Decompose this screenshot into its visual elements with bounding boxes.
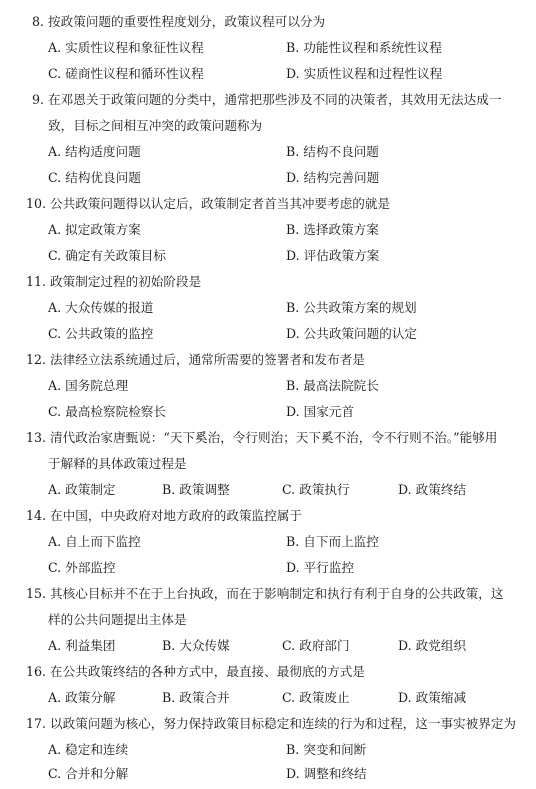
option-b: B. 选择政策方案 <box>286 222 379 237</box>
option-c: C. 政策废止 <box>282 690 350 705</box>
question-14-stem <box>26 508 302 524</box>
question-stem-text: 以政策问题为核心，努力保持政策目标稳定和连续的行为和过程，这一事实被界定为 <box>50 716 517 731</box>
option-d: D. 平行监控 <box>286 560 355 575</box>
question-10-stem <box>26 196 390 212</box>
question-number: 8. <box>32 14 45 29</box>
question-number: 17. <box>26 716 47 731</box>
option-c: C. 磋商性议程和循环性议程 <box>48 66 204 81</box>
option-a: A. 政策制定 <box>48 482 116 497</box>
option-c: C. 最高检察院检察长 <box>48 404 166 419</box>
question-stem-text: 其核心目标并不在于上台执政，而在于影响制定和执行有利于自身的公共政策，这 <box>50 586 504 601</box>
question-13-stem-cont: 于解释的具体政策过程是 <box>48 456 187 471</box>
option-c: C. 结构优良问题 <box>48 170 141 185</box>
option-d: D. 公共政策问题的认定 <box>286 326 418 341</box>
question-11-stem <box>26 274 201 290</box>
question-stem-text: 清代政治家唐甄说：“天下奚治，令行则治；天下奚不治，令不行则不治。”能够用 <box>50 430 498 445</box>
option-a: A. 大众传媒的报道 <box>48 300 154 315</box>
option-b: B. 自下而上监控 <box>286 534 379 549</box>
option-a: A. 实质性议程和象征性议程 <box>48 40 204 55</box>
option-d: D. 政策缩减 <box>398 690 467 705</box>
question-number: 16. <box>26 664 47 679</box>
question-stem-text: 在中国，中央政府对地方政府的政策监控属于 <box>50 508 302 523</box>
option-a: A. 利益集团 <box>48 638 116 653</box>
option-a: A. 结构适度问题 <box>48 144 141 159</box>
question-number: 14. <box>26 508 47 523</box>
option-d: D. 结构完善问题 <box>286 170 380 185</box>
question-stem-text: 公共政策问题得以认定后，政策制定者首当其冲要考虑的就是 <box>50 196 391 211</box>
option-c: C. 政策执行 <box>282 482 350 497</box>
option-d: D. 政党组织 <box>398 638 467 653</box>
question-9-stem-cont: 致，目标之间相互冲突的政策问题称为 <box>48 118 263 133</box>
question-number: 12. <box>26 352 47 367</box>
question-12-stem <box>26 352 365 368</box>
question-8-stem <box>32 14 325 30</box>
option-d: D. 实质性议程和过程性议程 <box>286 66 443 81</box>
question-16-stem <box>26 664 365 680</box>
option-b: B. 公共政策方案的规划 <box>286 300 417 315</box>
option-a: A. 国务院总理 <box>48 378 129 393</box>
option-b: B. 政策调整 <box>162 482 230 497</box>
question-number: 15. <box>26 586 47 601</box>
option-a: A. 稳定和连续 <box>48 742 129 757</box>
question-stem-text: 按政策问题的重要性程度划分，政策议程可以分为 <box>48 14 326 29</box>
option-c: C. 政府部门 <box>282 638 350 653</box>
option-b: B. 大众传媒 <box>162 638 230 653</box>
option-a: A. 政策分解 <box>48 690 116 705</box>
question-stem-text: 法律经立法系统通过后，通常所需要的签署者和发布者是 <box>50 352 365 367</box>
question-number: 9. <box>32 92 45 107</box>
question-number: 13. <box>26 430 47 445</box>
option-b: B. 政策合并 <box>162 690 230 705</box>
question-9-stem <box>32 92 501 108</box>
question-number: 10. <box>26 196 47 211</box>
question-stem-text: 政策制定过程的初始阶段是 <box>50 274 202 289</box>
question-stem-text: 在公共政策终结的各种方式中，最直接、最彻底的方式是 <box>50 664 365 679</box>
question-15-stem-cont: 样的公共问题提出主体是 <box>48 612 187 627</box>
option-d: D. 调整和终结 <box>286 766 367 781</box>
option-b: B. 突变和间断 <box>286 742 367 757</box>
question-13-stem <box>26 430 497 446</box>
option-c: C. 合并和分解 <box>48 766 129 781</box>
option-c: C. 公共政策的监控 <box>48 326 154 341</box>
question-stem-text: 在邓恩关于政策问题的分类中，通常把那些涉及不同的决策者，其效用无法达成一 <box>48 92 502 107</box>
option-c: C. 外部监控 <box>48 560 116 575</box>
option-c: C. 确定有关政策目标 <box>48 248 166 263</box>
option-d: D. 国家元首 <box>286 404 355 419</box>
question-17-stem <box>26 716 516 732</box>
option-b: B. 最高法院院长 <box>286 378 379 393</box>
question-number: 11. <box>26 274 47 289</box>
option-b: B. 结构不良问题 <box>286 144 379 159</box>
option-d: D. 政策终结 <box>398 482 467 497</box>
option-a: A. 自上而下监控 <box>48 534 141 549</box>
option-a: A. 拟定政策方案 <box>48 222 141 237</box>
option-b: B. 功能性议程和系统性议程 <box>286 40 442 55</box>
option-d: D. 评估政策方案 <box>286 248 380 263</box>
question-15-stem <box>26 586 503 602</box>
